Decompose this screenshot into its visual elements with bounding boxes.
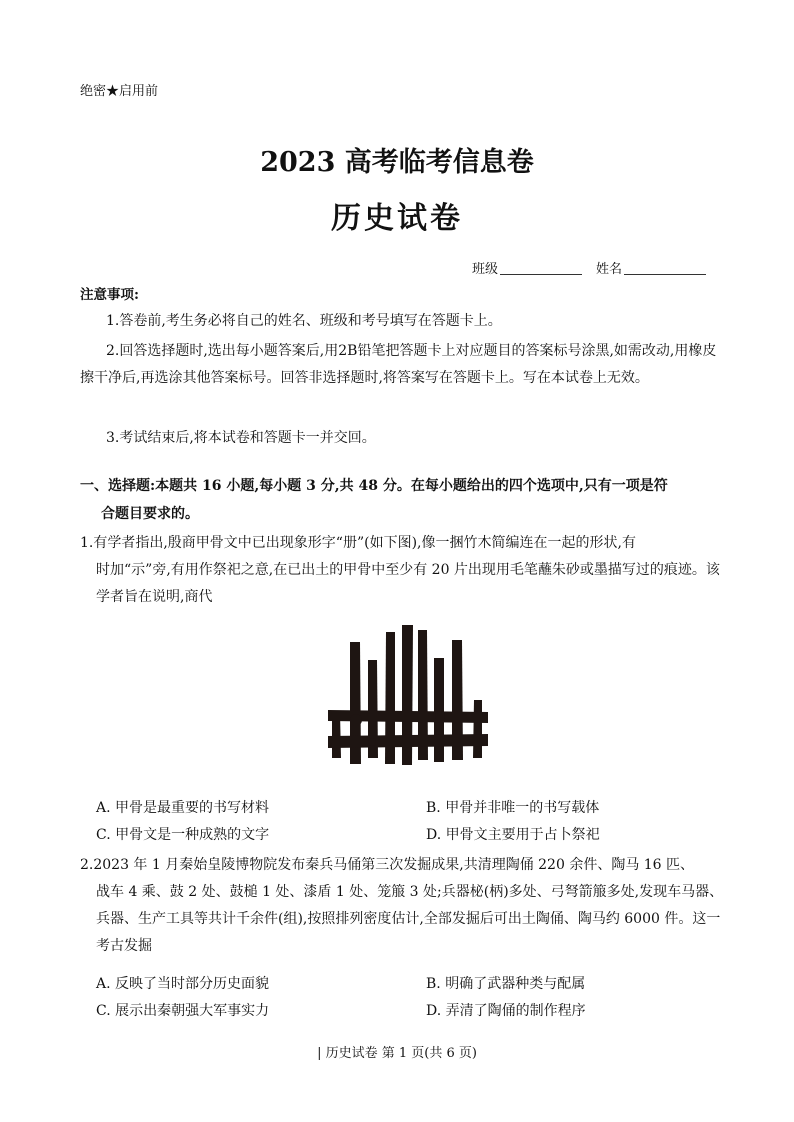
- question-1-stem: [80, 530, 730, 611]
- question-2-stem: [80, 852, 730, 960]
- section-heading-line-2: 合题目要求的。: [101, 506, 199, 522]
- class-blank[interactable]: [500, 261, 582, 275]
- question-2-option-b[interactable]: B. 明确了武器种类与配属: [426, 976, 586, 992]
- notice-item-1: 1.答卷前,考生务必将自己的姓名、班级和考号填写在答题卡上。: [106, 313, 502, 329]
- question-2-line-rest: 战车 4 乘、鼓 2 处、鼓槌 1 处、漆盾 1 处、笼箙 3 处;兵器柲(柄)多处、弓弩箭箙多处,发现车马器、兵器、生产工具等共计千余件(组),按照排列密度估计,全部发掘后可出土陶俑、陶马约 6000 件。这一考古发掘: [96, 884, 724, 954]
- section-heading-line-1: 一、选择题:本题共 16 小题,每小题 3 分,共 48 分。在每小题给出的四个选项中,只有一项是符: [80, 478, 668, 494]
- notice-heading: 注意事项:: [80, 287, 139, 303]
- question-1-option-c[interactable]: C. 甲骨文是一种成熟的文字: [96, 827, 270, 843]
- question-2-option-a[interactable]: A. 反映了当时部分历史面貌: [96, 976, 270, 992]
- question-2-line-first: 2.2023 年 1 月秦始皇陵博物院发布秦兵马俑第三次发掘成果,共清理陶俑 220 余件、陶马 16 匹、: [80, 857, 695, 873]
- page-footer: | 历史试卷 第 1 页(共 6 页): [317, 1046, 477, 1061]
- student-info-row: [472, 258, 706, 277]
- question-1-line-first: 1.有学者指出,殷商甲骨文中已出现象形字“册”(如下图),像一捆竹木简编连在一起的形状,有: [80, 535, 636, 551]
- oracle-bone-character-ce-icon: [320, 620, 500, 780]
- section-heading: [80, 472, 730, 528]
- question-1-option-a[interactable]: A. 甲骨是最重要的书写材料: [96, 800, 270, 816]
- notice-item-2: 2.回答选择题时,选出每小题答案后,用2B铅笔把答题卡上对应题目的答案标号涂黑,如需改动,用橡皮擦干净后,再选涂其他答案标号。回答非选择题时,将答案写在答题卡上。写在本试卷上无效。: [80, 343, 717, 386]
- confidential-label: 绝密★启用前: [80, 84, 159, 99]
- question-1-option-d[interactable]: D. 甲骨文主要用于占卜祭祀: [426, 827, 600, 843]
- notice-item-3: 3.考试结束后,将本试卷和答题卡一并交回。: [106, 430, 376, 446]
- exam-title: 2023 高考临考信息卷: [260, 147, 534, 178]
- name-blank[interactable]: [624, 261, 706, 275]
- name-label: 姓名: [596, 262, 623, 277]
- ce-character-drawing: [320, 620, 500, 780]
- question-2-option-c[interactable]: C. 展示出秦朝强大军事实力: [96, 1003, 270, 1019]
- question-1-option-b[interactable]: B. 甲骨并非唯一的书写载体: [426, 800, 600, 816]
- question-1-line-rest: 时加“示”旁,有用作祭祀之意,在已出土的甲骨中至少有 20 片出现用毛笔蘸朱砂或墨描写过的痕迹。该学者旨在说明,商代: [96, 562, 720, 605]
- exam-subtitle: 历史试卷: [331, 201, 463, 236]
- question-2-option-d[interactable]: D. 弄清了陶俑的制作程序: [426, 1003, 586, 1019]
- class-label: 班级: [472, 262, 499, 277]
